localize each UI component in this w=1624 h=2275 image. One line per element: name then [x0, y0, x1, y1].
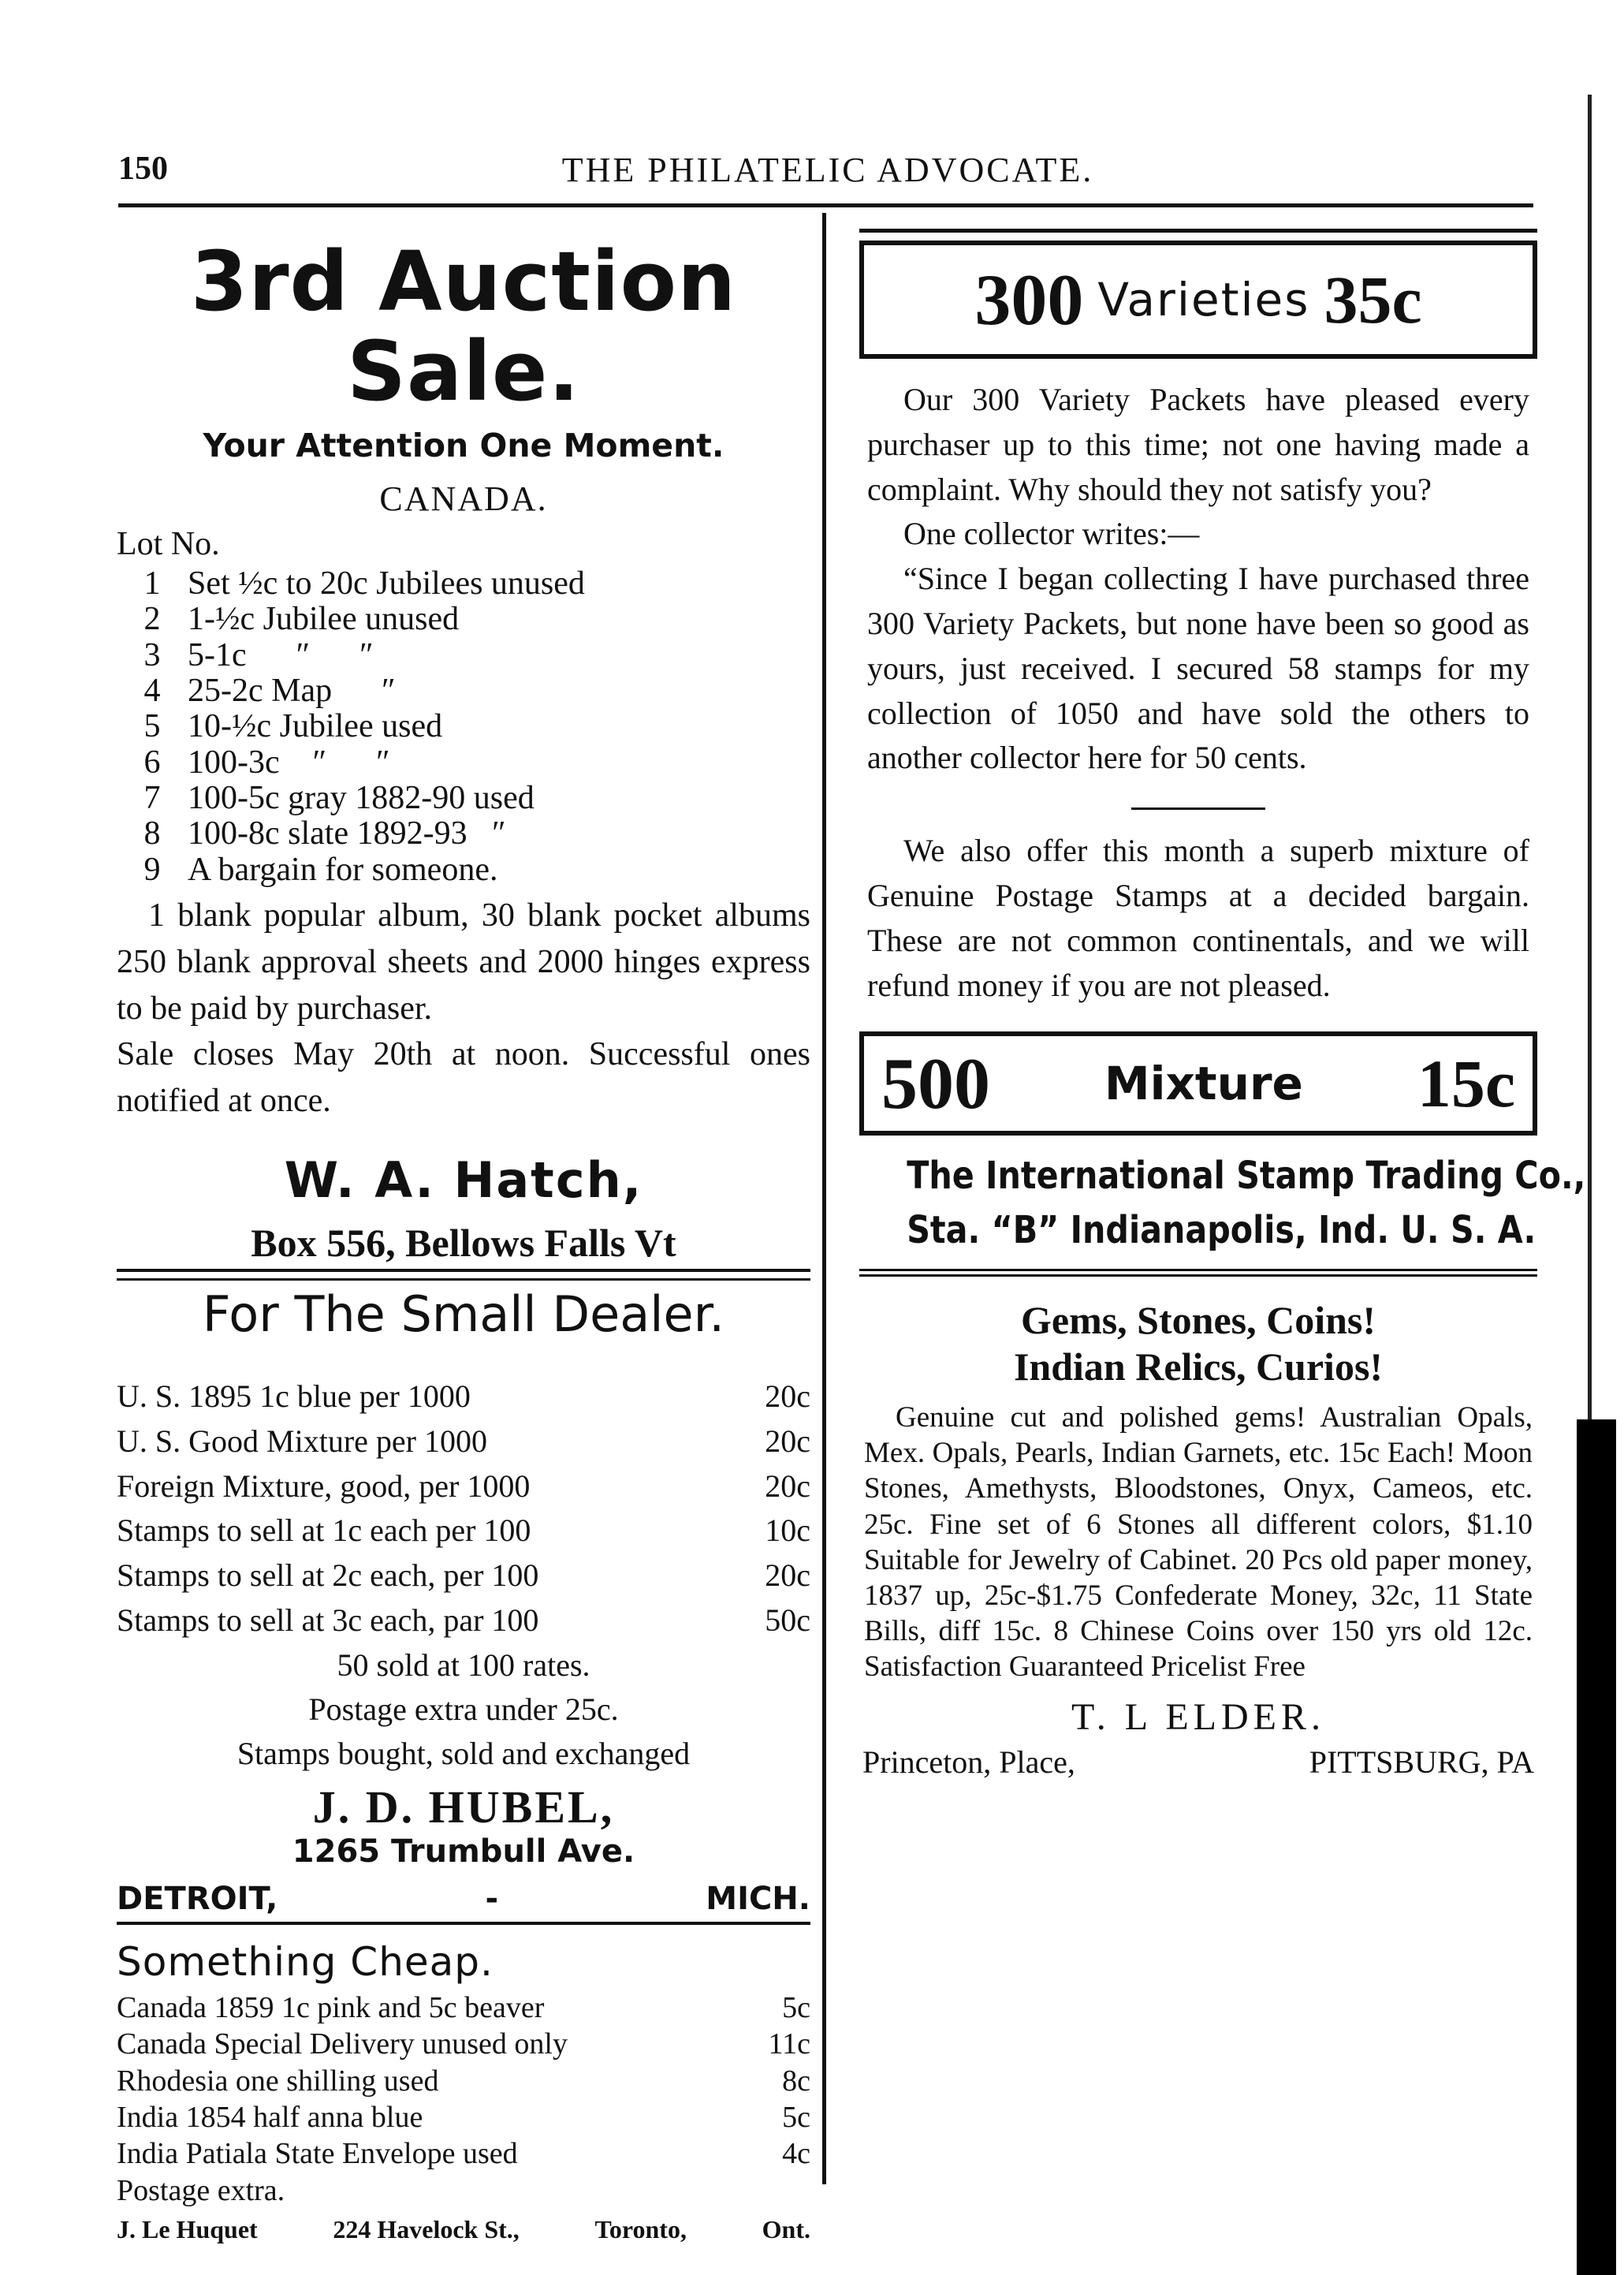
table-row: Foreign Mixture, good, per 1000 20c: [117, 1468, 810, 1504]
varieties-box: [859, 241, 1537, 359]
list-item: 9 A bargain for someone.: [143, 851, 498, 888]
table-row: Stamps to sell at 3c each, par 100 50c: [117, 1602, 810, 1638]
right-column: [859, 229, 1586, 1781]
dealer-name: J. D. HUBEL,: [312, 1781, 615, 1833]
page-header: [118, 150, 1537, 205]
table-row: Stamps to sell at 1c each per 100 10c: [117, 1512, 810, 1549]
list-item: 7 100-5c gray 1882-90 used: [143, 779, 535, 816]
table-row: Rhodesia one shilling used 8c: [117, 2064, 810, 2098]
dealer-state: MICH.: [706, 1880, 810, 1917]
lot-header: Lot No.: [117, 525, 220, 562]
seller-name: W. A. Hatch,: [284, 1151, 643, 1209]
gems-title-line1: Gems, Stones, Coins!: [1020, 1298, 1376, 1343]
table-row: Canada 1859 1c pink and 5c beaver 5c: [117, 1990, 810, 2024]
lot-list: [117, 566, 810, 888]
postage-note: Postage extra.: [117, 2173, 285, 2207]
small-dealer-ad: [117, 1278, 810, 1925]
gems-seller-city: PITTSBURG, PA: [1309, 1744, 1534, 1781]
cheap-price-list: [117, 1990, 810, 2209]
auction-title: 3rd Auction Sale.: [190, 233, 737, 420]
table-row: U. S. Good Mixture per 1000 20c: [117, 1423, 810, 1459]
list-item: 6 100-3c ″ ″: [143, 744, 390, 781]
note-rates: 50 sold at 100 rates.: [337, 1647, 590, 1683]
varieties-para4: We also offer this month a superb mixture of Genuine Postage Stamps at a decided bargain. These are not common continentals, and we will refund money if you are not pleased.: [867, 833, 1529, 1003]
varieties-para1: Our 300 Variety Packets have pleased every purchaser up to this time; not one having made a complaint. Why should they not satisfy you?: [867, 382, 1529, 507]
cheap-seller-city: Toronto,: [594, 2214, 687, 2243]
cheap-ad: [117, 1939, 810, 2244]
gems-seller-place: Princeton, Place,: [862, 1744, 1075, 1781]
table-row: U. S. 1895 1c blue per 1000 20c: [117, 1378, 810, 1414]
varieties-ad: [859, 229, 1586, 1277]
gems-body: Genuine cut and polished gems! Australian Opals, Mex. Opals, Pearls, Indian Garnets, etc. 15c Each! Moon Stones, Amethysts, Bloodstones, Onyx, Cameos, etc. 25c. Fine set of 6 Stones all different colors, $1.10 Suitable for Jewelry of Cabinet. 20 Pcs old paper money, 1837 up, 25c-$1.75 Confederate Money, 32c, 11 State Bills, diff 15c. 8 Chinese Coins over 150 yrs old 12c. Satisfaction Guaranteed Pricelist Free: [864, 1401, 1533, 1684]
auction-ad: [117, 233, 810, 1272]
list-item: 1 Set ½c to 20c Jubilees unused: [143, 565, 585, 602]
cheap-seller-name: J. Le Huquet: [117, 2214, 258, 2243]
seller-address: Box 556, Bellows Falls Vt: [117, 1220, 810, 1272]
bargain-text: 1 blank popular album, 30 blank pocket albums 250 blank approval sheets and 2000 hinges express to be paid by purchaser.: [117, 897, 810, 1027]
closing-text: Sale closes May 20th at noon. Successful ones notified at once.: [117, 1036, 810, 1120]
page-edge-line: [1588, 95, 1592, 1435]
country-heading: CANADA.: [379, 479, 548, 518]
cheap-seller-street: 224 Havelock St.,: [333, 2214, 520, 2243]
list-item: 5 10-½c Jubilee used: [143, 708, 443, 745]
list-item: 8 100-8c slate 1892-93 ″: [143, 815, 506, 852]
note-postage: Postage extra under 25c.: [308, 1691, 619, 1727]
dealer-sep: -: [485, 1880, 499, 1917]
note-exchange: Stamps bought, sold and exchanged: [237, 1735, 691, 1771]
running-title: THE PHILATELIC ADVOCATE.: [561, 151, 1094, 189]
cheap-seller-province: Ont.: [762, 2214, 810, 2243]
gems-title-line2: Indian Relics, Curios!: [1013, 1344, 1384, 1389]
small-dealer-title: For The Small Dealer.: [117, 1278, 810, 1343]
varieties-word: Varieties: [1097, 273, 1310, 326]
cheap-seller-line: [117, 2215, 810, 2244]
header-rule: [118, 203, 1533, 207]
ad-bottom-rule: [859, 1269, 1537, 1277]
varieties-number: 300: [974, 259, 1084, 340]
gems-seller-name: T. L ELDER.: [1071, 1696, 1325, 1739]
short-divider: [1131, 807, 1265, 810]
page-edge-shadow: [1577, 1419, 1616, 2275]
varieties-testimonial: “Since I began collecting I have purchased three 300 Variety Packets, but none have been so good as yours, just received. I secured 58 stamps for my collection of 1050 and have sold the others to another collector here for 50 cents.: [867, 561, 1529, 776]
company-address: Sta. “B” Indianapolis, Ind. U. S. A.: [907, 1207, 1536, 1252]
cheap-title: Something Cheap.: [117, 1938, 494, 1985]
dealer-price-list: [117, 1374, 810, 1643]
company-name: The International Stamp Trading Co.,: [907, 1154, 1586, 1199]
gems-ad: [859, 1297, 1537, 1781]
varieties-para2: One collector writes:—: [903, 516, 1200, 552]
gems-seller-address: [862, 1744, 1534, 1781]
varieties-price: 35c: [1324, 262, 1422, 338]
dealer-street: 1265 Trumbull Ave.: [292, 1833, 635, 1870]
mixture-price: 15c: [1417, 1046, 1515, 1122]
table-row: India Patiala State Envelope used 4c: [117, 2137, 810, 2171]
mixture-number: 500: [881, 1043, 990, 1124]
dealer-city-line: [117, 1881, 810, 1925]
auction-subtitle: Your Attention One Moment.: [203, 426, 724, 464]
list-item: 2 1-½c Jubilee unused: [143, 601, 460, 638]
list-item: 3 5-1c ″ ″: [143, 636, 374, 673]
list-item: 4 25-2c Map ″: [143, 672, 396, 709]
table-row: Canada Special Delivery unused only 11c: [117, 2027, 810, 2061]
page-number: 150: [118, 151, 168, 187]
mixture-box: [859, 1031, 1537, 1136]
left-column: [117, 221, 810, 2244]
table-row: India 1854 half anna blue 5c: [117, 2100, 810, 2134]
ad-top-rule: [859, 229, 1537, 233]
column-divider: [822, 213, 826, 2184]
table-row: Stamps to sell at 2c each, per 100 20c: [117, 1557, 810, 1594]
dealer-city: DETROIT,: [117, 1880, 278, 1917]
mixture-word: Mixture: [1104, 1057, 1303, 1111]
